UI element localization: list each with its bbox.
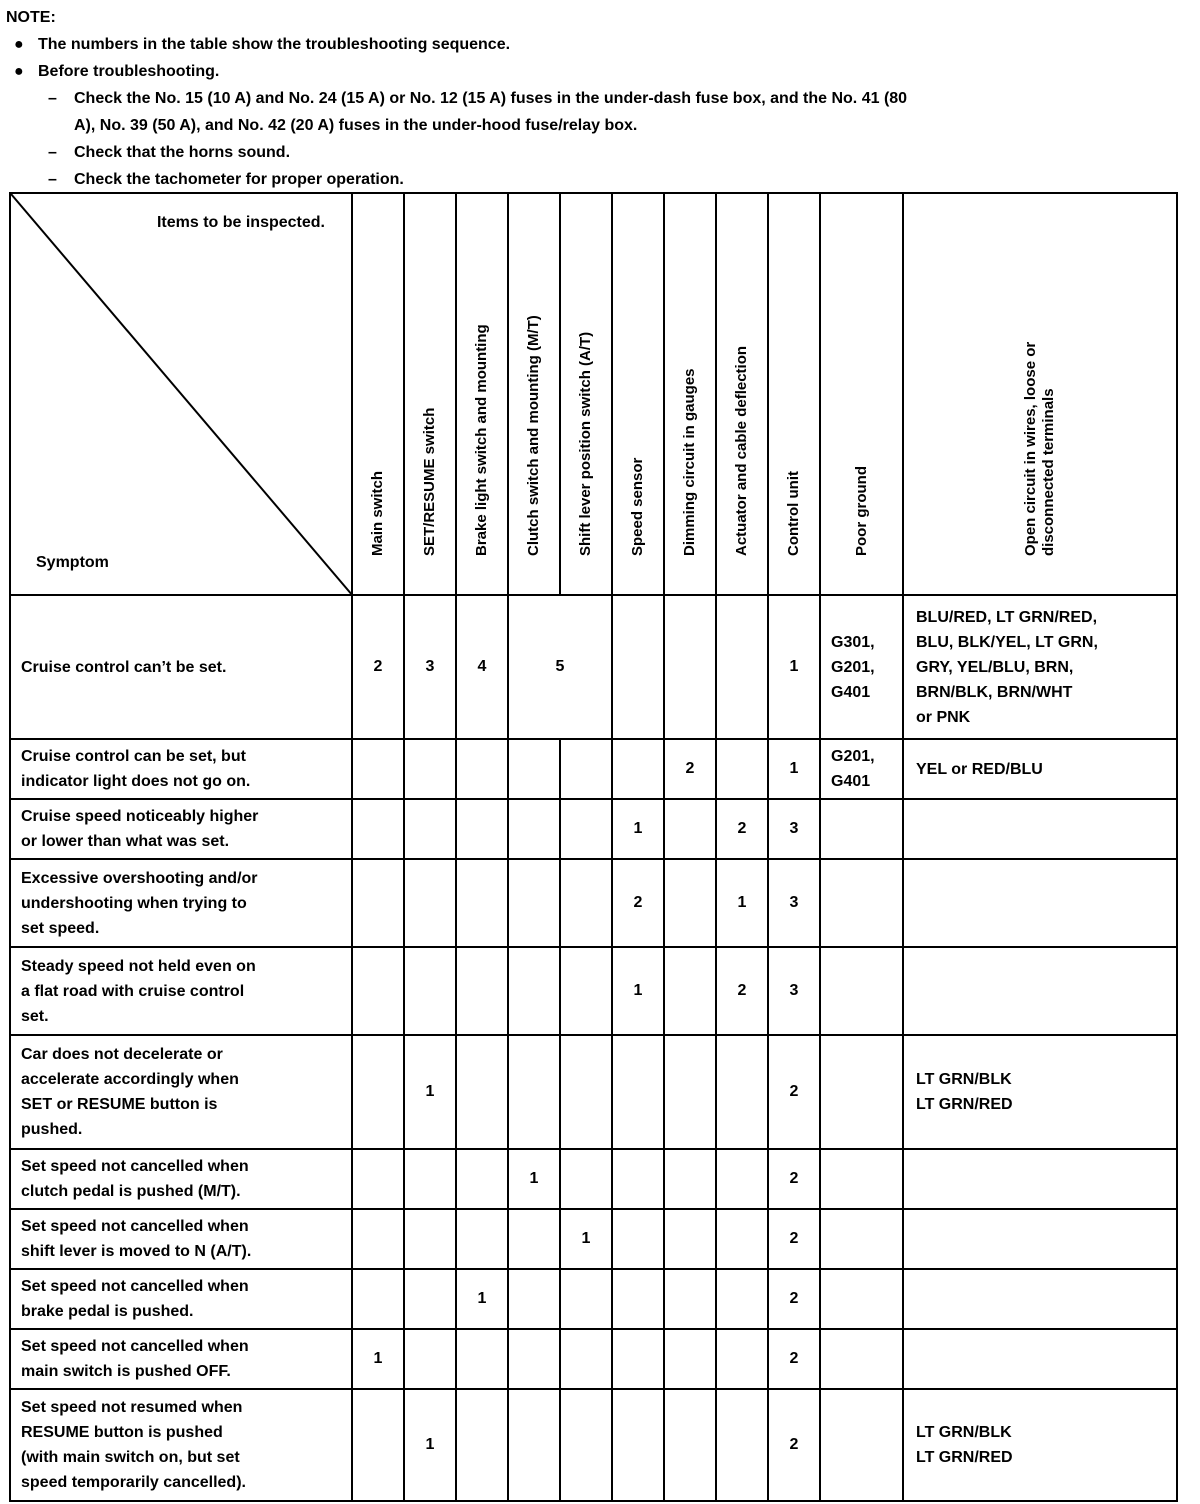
wires-cell [903, 595, 1177, 739]
symptom-line: clutch pedal is pushed (M/T). [21, 1183, 241, 1200]
dash-icon: – [48, 171, 57, 188]
sequence-cell: 1 [508, 1149, 560, 1209]
sequence-cell [404, 1269, 456, 1329]
ground-point: G201, [831, 748, 875, 765]
sequence-cell: 2 [768, 1389, 820, 1501]
column-header-open-circuit: Open circuit in wires, loose or disconnected terminals [903, 193, 1177, 595]
note-check-continued: A), No. 39 (50 A), and No. 42 (20 A) fuses in the under-hood fuse/relay box. [74, 117, 638, 134]
ground-point: G401 [831, 683, 871, 701]
sequence-cell [508, 859, 560, 947]
sequence-cell [508, 947, 560, 1035]
sequence-cell [664, 1035, 716, 1149]
sequence-cell [456, 799, 508, 859]
sequence-cell: 2 [768, 1149, 820, 1209]
table-row [10, 859, 1177, 947]
symptom-line: Car does not decelerate or [21, 1046, 223, 1063]
header-row [10, 193, 1177, 595]
wires-cell [903, 739, 1177, 799]
sequence-cell: 2 [768, 1209, 820, 1269]
sequence-cell [560, 1389, 612, 1501]
sequence-cell [664, 1389, 716, 1501]
symptom-line: Set speed not cancelled when [21, 1338, 249, 1355]
sequence-cell [352, 859, 404, 947]
sequence-cell [560, 859, 612, 947]
wires-cell [903, 1035, 1177, 1149]
sequence-cell [664, 947, 716, 1035]
symptom-cell [10, 799, 352, 859]
sequence-cell [508, 1389, 560, 1501]
sequence-cell: 2 [768, 1269, 820, 1329]
sequence-cell: 3 [404, 595, 456, 739]
sequence-cell [612, 739, 664, 799]
wires-cell [903, 947, 1177, 1035]
table-row [10, 1035, 1177, 1149]
table-row [10, 739, 1177, 799]
corner-header [10, 193, 352, 595]
table-row [10, 1269, 1177, 1329]
sequence-cell: 1 [352, 1329, 404, 1389]
column-header: SET/RESUME switch [404, 193, 456, 595]
symptom-line: Steady speed not held even on [21, 957, 256, 975]
ground-cell [820, 739, 903, 799]
ground-cell [820, 1209, 903, 1269]
sequence-cell: 1 [716, 859, 768, 947]
note-check: – Check that the horns sound. [6, 139, 1196, 166]
sequence-cell [716, 1269, 768, 1329]
wires-cell [903, 1329, 1177, 1389]
table-row [10, 595, 1177, 739]
symptom-cell [10, 1389, 352, 1501]
column-header: Dimming circuit in gauges [664, 193, 716, 595]
sequence-cell [664, 1329, 716, 1389]
symptom-line: Set speed not cancelled when [21, 1278, 249, 1295]
symptom-cell [10, 1209, 352, 1269]
sequence-cell: 1 [612, 947, 664, 1035]
wire-color: LT GRN/BLK [916, 1071, 1012, 1088]
sequence-cell [612, 1389, 664, 1501]
symptom-line: Set speed not cancelled when [21, 1158, 249, 1175]
dash-icon: – [48, 144, 57, 161]
sequence-cell [716, 1149, 768, 1209]
table-row [10, 1329, 1177, 1389]
note-heading: NOTE: [6, 9, 56, 26]
wires-cell [903, 859, 1177, 947]
sequence-cell: 3 [768, 859, 820, 947]
sequence-cell [456, 1389, 508, 1501]
sequence-cell [560, 1035, 612, 1149]
note-bullet: ● The numbers in the table show the troubleshooting sequence. [6, 31, 1196, 58]
items-inspected-label: Items to be inspected. [156, 214, 325, 231]
bullet-icon: ● [14, 63, 24, 80]
sequence-cell: 1 [612, 799, 664, 859]
sequence-cell [456, 859, 508, 947]
wire-color: BRN/BLK, BRN/WHT [916, 683, 1073, 701]
symptom-line: indicator light does not go on. [21, 773, 251, 790]
sequence-cell [612, 1035, 664, 1149]
table-row [10, 947, 1177, 1035]
sequence-cell [664, 1149, 716, 1209]
wires-cell [903, 1209, 1177, 1269]
column-header: Clutch switch and mounting (M/T) [508, 193, 560, 595]
sequence-cell [560, 1149, 612, 1209]
ground-cell [820, 947, 903, 1035]
sequence-cell [456, 1149, 508, 1209]
sequence-cell: 1 [456, 1269, 508, 1329]
sequence-cell: 2 [664, 739, 716, 799]
sequence-cell [508, 1035, 560, 1149]
sequence-cell [508, 739, 560, 799]
sequence-cell [664, 799, 716, 859]
ground-cell [820, 799, 903, 859]
sequence-cell [612, 1149, 664, 1209]
sequence-cell: 2 [352, 595, 404, 739]
symptom-cell [10, 1269, 352, 1329]
sequence-cell [508, 1269, 560, 1329]
symptom-label: Symptom [36, 554, 109, 571]
table-row [10, 1149, 1177, 1209]
sequence-cell [612, 1269, 664, 1329]
symptom-line: Cruise control can’t be set. [21, 658, 227, 676]
sequence-cell [716, 595, 768, 739]
sequence-cell [456, 1035, 508, 1149]
symptom-line: set. [21, 1007, 49, 1025]
sequence-cell [352, 799, 404, 859]
symptom-cell [10, 1149, 352, 1209]
sequence-cell [404, 1209, 456, 1269]
sequence-cell: 1 [768, 739, 820, 799]
symptom-line: Set speed not cancelled when [21, 1218, 249, 1235]
sequence-cell [404, 947, 456, 1035]
sequence-cell [352, 947, 404, 1035]
sequence-cell [456, 1329, 508, 1389]
sequence-cell [560, 1269, 612, 1329]
symptom-line: undershooting when trying to [21, 894, 247, 912]
ground-point: G201, [831, 658, 875, 676]
sequence-cell [352, 1209, 404, 1269]
sequence-cell [716, 1035, 768, 1149]
symptom-line: or lower than what was set. [21, 833, 230, 850]
ground-cell [820, 1149, 903, 1209]
sequence-cell [508, 1209, 560, 1269]
symptom-line: pushed. [21, 1121, 83, 1138]
sequence-cell [716, 739, 768, 799]
bullet-icon: ● [14, 36, 24, 53]
dash-icon: – [48, 90, 57, 107]
wires-cell [903, 1269, 1177, 1329]
sequence-cell [456, 947, 508, 1035]
sequence-cell [352, 1389, 404, 1501]
note-bullet: ● Before troubleshooting. [6, 58, 1196, 85]
sequence-cell [716, 1209, 768, 1269]
symptom-line: a flat road with cruise control [21, 982, 245, 1000]
symptom-line: main switch is pushed OFF. [21, 1363, 231, 1380]
sequence-cell [404, 739, 456, 799]
wire-color: or PNK [916, 708, 971, 726]
symptom-line: set speed. [21, 919, 100, 937]
sequence-cell: 2 [716, 799, 768, 859]
sequence-cell: 1 [560, 1209, 612, 1269]
symptom-cell [10, 595, 352, 739]
sequence-cell: 2 [716, 947, 768, 1035]
wire-color: LT GRN/BLK [916, 1424, 1012, 1441]
symptom-line: RESUME button is pushed [21, 1424, 223, 1441]
sequence-cell [664, 1209, 716, 1269]
ground-cell [820, 1329, 903, 1389]
sequence-cell: 3 [768, 799, 820, 859]
column-header: Brake light switch and mounting [456, 193, 508, 595]
sequence-cell [456, 739, 508, 799]
symptom-line: Cruise speed noticeably higher [21, 808, 259, 825]
sequence-cell [404, 1329, 456, 1389]
sequence-cell [352, 739, 404, 799]
table-row [10, 1389, 1177, 1501]
sequence-cell: 2 [768, 1329, 820, 1389]
wire-color: BLU, BLK/YEL, LT GRN, [916, 633, 1098, 651]
sequence-cell [404, 859, 456, 947]
sequence-cell: 4 [456, 595, 508, 739]
wire-color: YEL or RED/BLU [916, 760, 1043, 778]
table-row [10, 1209, 1177, 1269]
symptom-line: Set speed not resumed when [21, 1399, 243, 1416]
symptom-line: Excessive overshooting and/or [21, 869, 258, 887]
symptom-cell [10, 1329, 352, 1389]
sequence-cell: 2 [768, 1035, 820, 1149]
sequence-cell [352, 1035, 404, 1149]
sequence-cell [560, 799, 612, 859]
sequence-cell [716, 1329, 768, 1389]
symptom-line: accelerate accordingly when [21, 1071, 239, 1088]
sequence-cell [612, 595, 664, 739]
symptom-cell [10, 859, 352, 947]
troubleshooting-table [9, 192, 1178, 1502]
symptom-line: Cruise control can be set, but [21, 748, 246, 765]
diagonal-line [11, 194, 353, 596]
column-header: Shift lever position switch (A/T) [560, 193, 612, 595]
sequence-cell [508, 799, 560, 859]
ground-point: G301, [831, 633, 875, 651]
sequence-cell [612, 1329, 664, 1389]
symptom-cell [10, 1035, 352, 1149]
symptom-cell [10, 739, 352, 799]
note-check: – Check the tachometer for proper operation. [6, 166, 1196, 193]
sequence-cell [560, 739, 612, 799]
column-header: Poor ground [820, 193, 903, 595]
column-header: Actuator and cable deflection [716, 193, 768, 595]
column-header: Main switch [352, 193, 404, 595]
note-section [6, 4, 1196, 193]
wires-cell [903, 1389, 1177, 1501]
ground-cell [820, 595, 903, 739]
sequence-cell [664, 595, 716, 739]
symptom-cell [10, 947, 352, 1035]
symptom-line: brake pedal is pushed. [21, 1303, 194, 1320]
note-check: – Check the No. 15 (10 A) and No. 24 (15 A) or No. 12 (15 A) fuses in the under-dash fuse box, and the No. 41 (80 [6, 85, 1196, 112]
wire-color: GRY, YEL/BLU, BRN, [916, 658, 1074, 676]
ground-cell [820, 1269, 903, 1329]
wire-color: LT GRN/RED [916, 1096, 1013, 1113]
symptom-line: SET or RESUME button is [21, 1096, 218, 1113]
column-header: Speed sensor [612, 193, 664, 595]
ground-cell [820, 1389, 903, 1501]
sequence-cell: 1 [404, 1035, 456, 1149]
sequence-cell [612, 1209, 664, 1269]
sequence-cell [352, 1149, 404, 1209]
column-header: Control unit [768, 193, 820, 595]
sequence-cell [404, 1149, 456, 1209]
sequence-cell: 1 [768, 595, 820, 739]
symptom-line: speed temporarily cancelled). [21, 1474, 246, 1491]
table-row [10, 799, 1177, 859]
sequence-cell [352, 1269, 404, 1329]
sequence-cell: 5 [508, 595, 612, 739]
ground-cell [820, 859, 903, 947]
sequence-cell [404, 799, 456, 859]
ground-point: G401 [831, 773, 871, 790]
wire-color: BLU/RED, LT GRN/RED, [916, 608, 1098, 626]
table-body [10, 595, 1177, 1501]
sequence-cell: 2 [612, 859, 664, 947]
sequence-cell [508, 1329, 560, 1389]
wires-cell [903, 799, 1177, 859]
symptom-line: (with main switch on, but set [21, 1449, 240, 1466]
sequence-cell [560, 1329, 612, 1389]
sequence-cell [456, 1209, 508, 1269]
wires-cell [903, 1149, 1177, 1209]
wire-color: LT GRN/RED [916, 1449, 1013, 1466]
ground-cell [820, 1035, 903, 1149]
symptom-line: shift lever is moved to N (A/T). [21, 1243, 252, 1260]
sequence-cell [560, 947, 612, 1035]
sequence-cell: 3 [768, 947, 820, 1035]
sequence-cell [716, 1389, 768, 1501]
sequence-cell: 1 [404, 1389, 456, 1501]
sequence-cell [664, 1269, 716, 1329]
sequence-cell [664, 859, 716, 947]
